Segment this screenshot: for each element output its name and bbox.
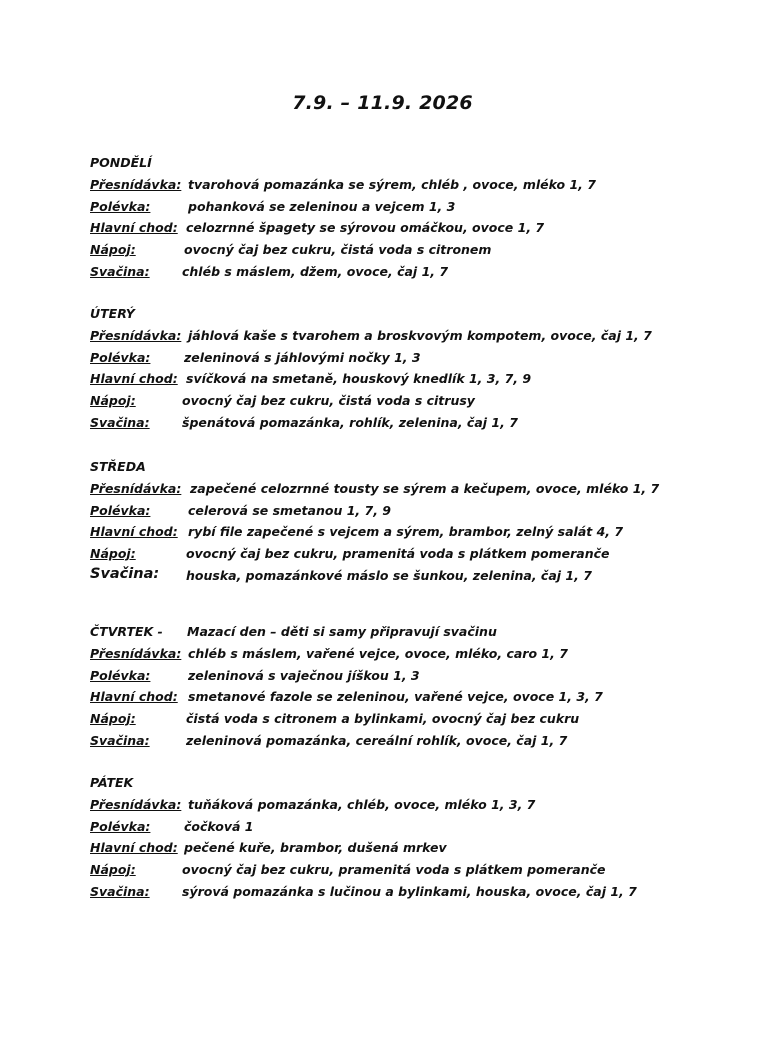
day-name: ÚTERÝ bbox=[90, 306, 135, 321]
row-label: Nápoj: bbox=[90, 862, 136, 878]
row-label: Nápoj: bbox=[90, 711, 136, 727]
row-label: Polévka: bbox=[90, 667, 151, 683]
row-label: Polévka: bbox=[90, 349, 151, 365]
row-value: jáhlová kaše s tvarohem a broskvovým kompotem, ovoce, čaj 1, 7 bbox=[188, 328, 652, 343]
menu-row-snack-afternoon bbox=[90, 565, 740, 590]
menu-row-snack-morning bbox=[90, 177, 740, 199]
menu-row-main bbox=[90, 524, 740, 546]
row-value: houska, pomazánkové máslo se šunkou, zelenina, čaj 1, 7 bbox=[186, 567, 592, 583]
row-value: celerová se smetanou 1, 7, 9 bbox=[188, 502, 391, 518]
row-label: Nápoj: bbox=[90, 393, 136, 409]
menu-row-snack-morning bbox=[90, 797, 740, 819]
menu-row-drink bbox=[90, 242, 740, 264]
menu-row-soup bbox=[90, 819, 740, 841]
row-label: Hlavní chod: bbox=[90, 524, 178, 540]
row-label: Svačina: bbox=[90, 732, 150, 748]
menu-row-drink bbox=[90, 711, 740, 733]
day-name: ČTVRTEK - bbox=[90, 624, 163, 639]
menu-row-snack-afternoon bbox=[90, 415, 740, 437]
day-heading bbox=[90, 306, 740, 328]
row-value: ovocný čaj bez cukru, pramenitá voda s plátkem pomeranče bbox=[186, 546, 610, 562]
row-label: Polévka: bbox=[90, 502, 151, 518]
day-note: Mazací den – děti si samy připravují svačinu bbox=[187, 624, 497, 639]
row-label: Hlavní chod: bbox=[90, 371, 178, 387]
menu-row-main bbox=[90, 220, 740, 242]
row-value: chléb s máslem, vařené vejce, ovoce, mléko, caro 1, 7 bbox=[188, 646, 568, 661]
row-label: Hlavní chod: bbox=[90, 220, 178, 236]
menu-row-drink bbox=[90, 393, 740, 415]
menu-row-drink bbox=[90, 862, 740, 884]
row-value: ovocný čaj bez cukru, čistá voda s citronem bbox=[184, 242, 492, 258]
day-name: PÁTEK bbox=[90, 775, 134, 790]
row-value: tuňáková pomazánka, chléb, ovoce, mléko 1, 3, 7 bbox=[188, 797, 536, 812]
row-value: chléb s máslem, džem, ovoce, čaj 1, 7 bbox=[182, 263, 449, 279]
menu-row-snack-morning bbox=[90, 481, 740, 503]
row-value: zeleninová pomazánka, cereální rohlík, ovoce, čaj 1, 7 bbox=[186, 732, 568, 748]
day-block-wednesday bbox=[90, 459, 740, 589]
row-value: svíčková na smetaně, houskový knedlík 1, 3, 7, 9 bbox=[186, 371, 532, 387]
day-heading bbox=[90, 155, 740, 177]
day-heading bbox=[90, 775, 740, 797]
row-value: smetanové fazole se zeleninou, vařené vejce, ovoce 1, 3, 7 bbox=[188, 689, 603, 705]
menu-row-soup bbox=[90, 668, 740, 690]
day-block-friday bbox=[90, 775, 740, 905]
row-value: ovocný čaj bez cukru, pramenitá voda s plátkem pomeranče bbox=[182, 862, 606, 878]
menu-row-main bbox=[90, 840, 740, 862]
day-block-tuesday bbox=[90, 306, 740, 436]
row-label: Polévka: bbox=[90, 198, 151, 214]
row-label: Svačina: bbox=[90, 263, 150, 279]
row-label: Svačina: bbox=[90, 883, 150, 899]
menu-row-drink bbox=[90, 546, 740, 568]
row-label: Svačina: bbox=[90, 414, 150, 430]
menu-row-snack-afternoon bbox=[90, 884, 740, 906]
row-value: špenátová pomazánka, rohlík, zelenina, čaj 1, 7 bbox=[182, 414, 518, 430]
row-label: Nápoj: bbox=[90, 546, 136, 562]
row-value: čočková 1 bbox=[184, 818, 254, 834]
menu-row-main bbox=[90, 371, 740, 393]
day-block-monday bbox=[90, 155, 740, 285]
row-label: Polévka: bbox=[90, 818, 151, 834]
row-label: Přesnídávka: bbox=[90, 646, 182, 661]
menu-row-snack-morning bbox=[90, 646, 740, 668]
row-label: Nápoj: bbox=[90, 242, 136, 258]
row-label: Svačina: bbox=[90, 565, 160, 582]
menu-row-snack-morning bbox=[90, 328, 740, 350]
menu-row-snack-afternoon bbox=[90, 733, 740, 755]
row-value: pečené kuře, brambor, dušená mrkev bbox=[184, 840, 447, 856]
row-value: ovocný čaj bez cukru, čistá voda s citrusy bbox=[182, 393, 475, 409]
row-label: Přesnídávka: bbox=[90, 328, 182, 343]
menu-row-soup bbox=[90, 199, 740, 221]
row-value: zapečené celozrnné tousty se sýrem a kečupem, ovoce, mléko 1, 7 bbox=[190, 481, 660, 496]
row-value: zeleninová s vaječnou jíškou 1, 3 bbox=[188, 667, 420, 683]
row-label: Hlavní chod: bbox=[90, 840, 178, 856]
day-name: PONDĚLÍ bbox=[90, 155, 152, 170]
page-title: 7.9. – 11.9. 2026 bbox=[292, 92, 473, 114]
row-value: celozrnné špagety se sýrovou omáčkou, ovoce 1, 7 bbox=[186, 220, 545, 236]
row-value: tvarohová pomazánka se sýrem, chléb , ovoce, mléko 1, 7 bbox=[188, 177, 596, 192]
day-name: STŘEDA bbox=[90, 459, 146, 474]
day-heading bbox=[90, 459, 740, 481]
row-value: čistá voda s citronem a bylinkami, ovocný čaj bez cukru bbox=[186, 711, 580, 727]
row-value: zeleninová s jáhlovými nočky 1, 3 bbox=[184, 349, 421, 365]
menu-row-soup bbox=[90, 350, 740, 372]
menu-row-soup bbox=[90, 503, 740, 525]
row-label: Hlavní chod: bbox=[90, 689, 178, 705]
menu-row-snack-afternoon bbox=[90, 264, 740, 286]
day-block-thursday bbox=[90, 624, 740, 754]
row-label: Přesnídávka: bbox=[90, 797, 182, 812]
row-value: rybí file zapečené s vejcem a sýrem, brambor, zelný salát 4, 7 bbox=[188, 524, 624, 540]
row-value: pohanková se zeleninou a vejcem 1, 3 bbox=[188, 198, 456, 214]
row-value: sýrová pomazánka s lučinou a bylinkami, houska, ovoce, čaj 1, 7 bbox=[182, 883, 637, 899]
day-heading bbox=[90, 624, 740, 646]
row-label: Přesnídávka: bbox=[90, 177, 182, 192]
menu-row-main bbox=[90, 689, 740, 711]
row-label: Přesnídávka: bbox=[90, 481, 182, 496]
